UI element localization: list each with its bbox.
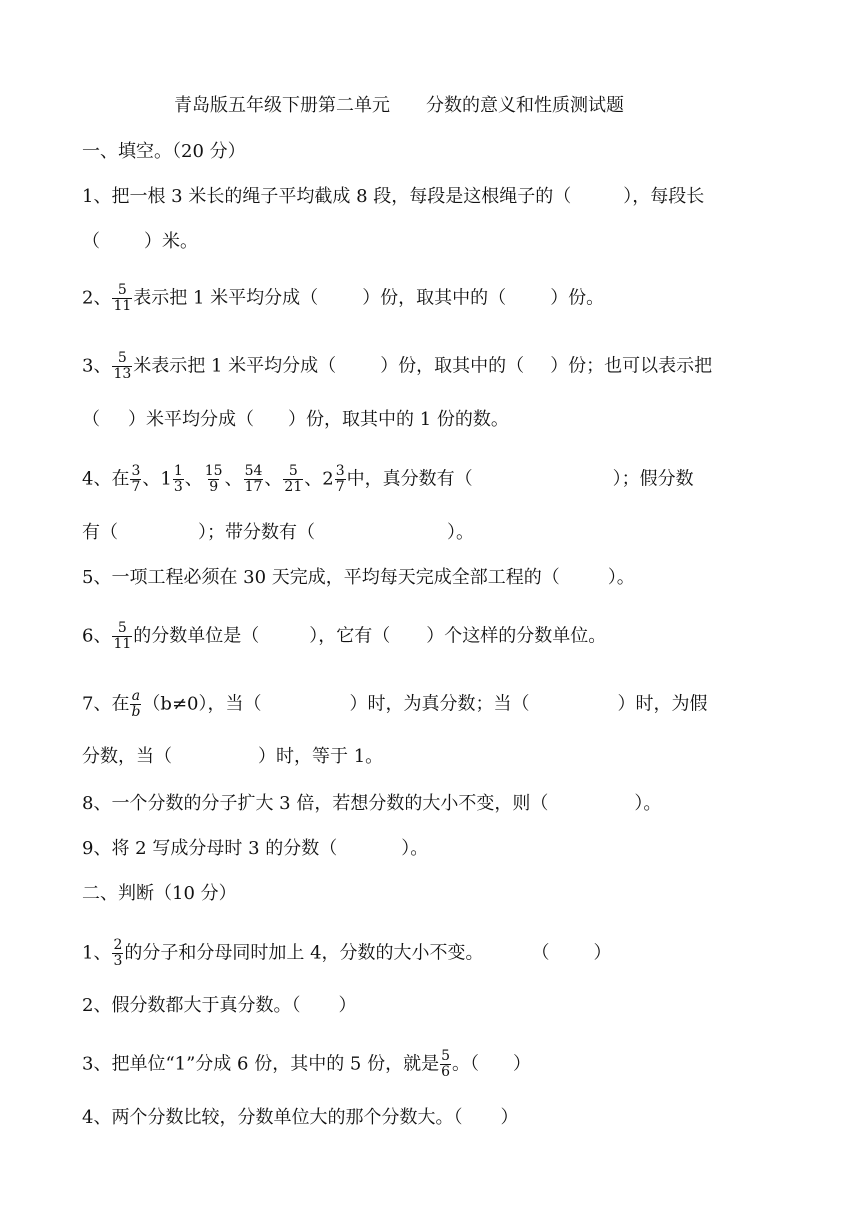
whole-part: 2 xyxy=(322,468,334,490)
denominator: 3 xyxy=(113,953,123,969)
text: 3、把单位“1”分成 6 份，其中的 5 份，就是 xyxy=(82,1053,440,1075)
text: 。（ xyxy=(452,1053,480,1075)
text: 4、在 xyxy=(82,468,130,490)
text: （ xyxy=(531,942,550,964)
question-8 xyxy=(82,792,661,816)
fraction xyxy=(112,621,132,652)
text: ）个这样的分数单位。 xyxy=(426,625,607,647)
question-7-line-1 xyxy=(82,689,707,720)
question-7-line-2 xyxy=(82,745,383,769)
numerator: a xyxy=(131,688,141,704)
text: 5、一项工程必须在 30 天完成，平均每天完成全部工程的（ xyxy=(82,567,560,588)
text: ）份；也可以表示把 xyxy=(550,355,713,377)
denominator: 3 xyxy=(173,479,183,495)
fraction xyxy=(130,689,141,720)
question-1-line-1 xyxy=(82,185,704,209)
judge-3 xyxy=(82,1049,531,1080)
text: 4、两个分数比较，分数单位大的那个分数大。（ xyxy=(82,1107,463,1128)
text: 的分数单位是（ xyxy=(133,625,260,647)
denominator: 21 xyxy=(284,479,303,495)
text: 2、假分数都大于真分数。（ xyxy=(82,995,301,1016)
text: ）；带分数有（ xyxy=(198,522,315,543)
section-heading-true-false: 二、判断（10 分） xyxy=(82,883,237,904)
text: ）。 xyxy=(607,567,635,588)
text: 2、 xyxy=(82,287,112,309)
text: ）时，等于 1。 xyxy=(258,746,384,767)
text: 6、 xyxy=(82,625,112,647)
question-9 xyxy=(82,837,428,861)
text: ）份。 xyxy=(550,287,605,309)
denominator: 9 xyxy=(209,479,219,495)
text: ）米。 xyxy=(144,231,198,252)
numerator: 54 xyxy=(244,463,263,479)
text: 1、把一根 3 米长的绳子平均截成 8 段，每段是这根绳子的（ xyxy=(82,186,572,207)
separator: 、 xyxy=(224,468,243,490)
fraction xyxy=(112,351,132,382)
text: 分数，当（ xyxy=(82,746,172,767)
numerator: 1 xyxy=(173,463,183,479)
text: 3、 xyxy=(82,355,112,377)
question-6 xyxy=(82,621,606,652)
numerator: 2 xyxy=(113,937,123,953)
denominator: 13 xyxy=(113,366,132,382)
judge-2 xyxy=(82,994,356,1018)
fraction xyxy=(130,464,141,495)
text: 9、将 2 写成分母时 3 的分数（ xyxy=(82,838,338,859)
text: ）时，为真分数；当（ xyxy=(349,693,530,715)
text: （b≠0），当（ xyxy=(142,693,262,715)
page-title: 青岛版五年级下册第二单元 分数的意义和性质测试题 xyxy=(174,95,624,116)
text: ） xyxy=(500,1107,519,1128)
fraction xyxy=(112,283,132,314)
separator: 、 xyxy=(142,468,161,490)
question-3-line-1 xyxy=(82,351,712,382)
text: 的分子和分母同时加上 4，分数的大小不变。 xyxy=(124,942,484,964)
text: （ xyxy=(82,231,100,252)
numerator: 15 xyxy=(204,463,223,479)
text: ），它有（ xyxy=(309,625,391,647)
text: 表示把 1 米平均分成（ xyxy=(133,287,319,309)
numerator: 5 xyxy=(441,1048,451,1064)
question-2 xyxy=(82,283,604,314)
denominator: 7 xyxy=(335,479,345,495)
text: 中，真分数有（ xyxy=(346,468,473,490)
text: ）米平均分成（ xyxy=(128,409,254,430)
text: ）。 xyxy=(401,838,429,859)
denominator: 6 xyxy=(441,1064,451,1080)
numerator: 3 xyxy=(335,463,345,479)
text: 7、在 xyxy=(82,693,130,715)
text: ） xyxy=(593,942,612,964)
text: ），每段长 xyxy=(623,186,705,207)
question-4-line-1 xyxy=(82,464,694,495)
section-heading-fill-blank: 一、填空。（20 分） xyxy=(82,141,246,162)
fraction xyxy=(173,464,184,495)
question-5 xyxy=(82,566,635,590)
text: （ xyxy=(82,409,100,430)
question-4-line-2 xyxy=(82,521,474,545)
fraction xyxy=(335,464,346,495)
denominator: 11 xyxy=(113,636,132,652)
text: 米表示把 1 米平均分成（ xyxy=(133,355,337,377)
text: 有（ xyxy=(82,522,118,543)
fraction xyxy=(244,464,264,495)
question-3-line-2 xyxy=(82,408,509,432)
judge-1 xyxy=(82,938,612,969)
text: ）份，取其中的（ xyxy=(380,355,525,377)
text: ）。 xyxy=(634,793,662,814)
text: 1、 xyxy=(82,942,112,964)
separator: 、 xyxy=(304,468,323,490)
fraction xyxy=(204,464,224,495)
whole-part: 1 xyxy=(160,468,172,490)
text: ）。 xyxy=(447,522,474,543)
numerator: 3 xyxy=(131,463,141,479)
denominator: 17 xyxy=(244,479,263,495)
fraction xyxy=(112,938,123,969)
denominator: b xyxy=(131,704,141,720)
text: ）份，取其中的 1 份的数。 xyxy=(288,409,509,430)
numerator: 5 xyxy=(117,350,127,366)
text: ）；假分数 xyxy=(612,468,694,490)
text: ） xyxy=(338,995,357,1016)
text: 8、一个分数的分子扩大 3 倍，若想分数的大小不变，则（ xyxy=(82,793,549,814)
text: ）份，取其中的（ xyxy=(362,287,507,309)
denominator: 7 xyxy=(131,479,141,495)
text: ）时，为假 xyxy=(617,693,708,715)
separator: 、 xyxy=(184,468,203,490)
fraction xyxy=(283,464,303,495)
separator: 、 xyxy=(264,468,283,490)
judge-4 xyxy=(82,1106,518,1130)
numerator: 5 xyxy=(288,463,298,479)
numerator: 5 xyxy=(117,620,127,636)
fraction xyxy=(440,1049,451,1080)
text: ） xyxy=(513,1053,532,1075)
denominator: 11 xyxy=(113,298,132,314)
question-1-line-2 xyxy=(82,230,198,254)
numerator: 5 xyxy=(117,282,127,298)
